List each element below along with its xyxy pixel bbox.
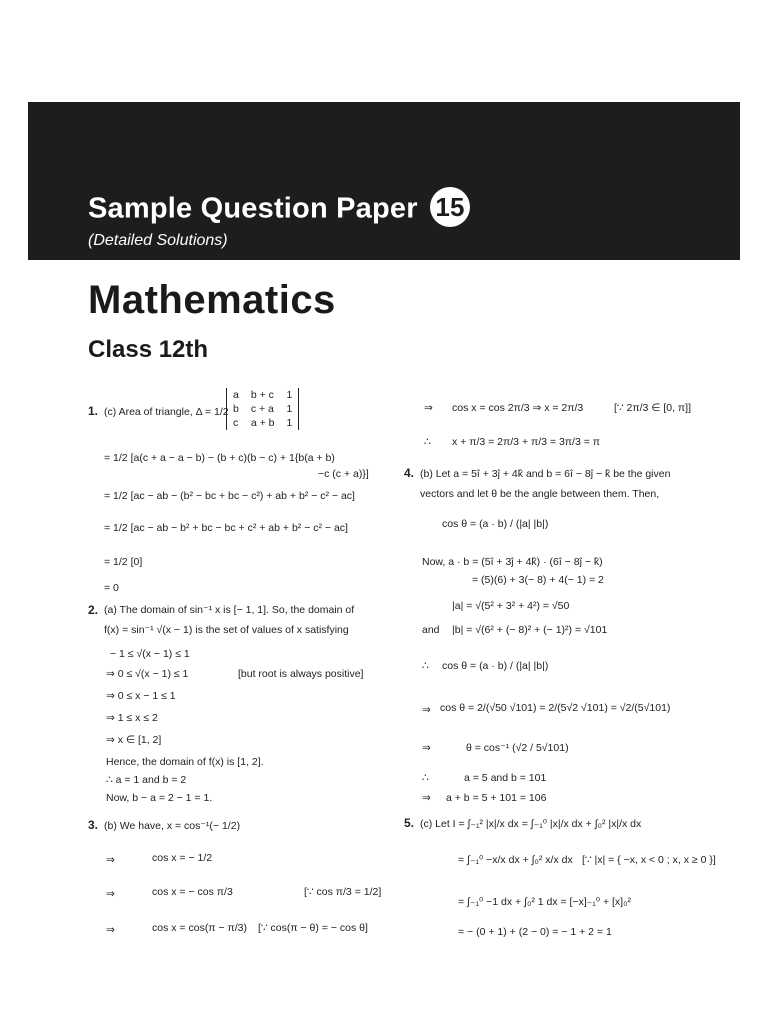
- solution-line-r9b: cos θ = (a · b) / (|a| |b|): [442, 660, 549, 672]
- solution-line-r3: vectors and let θ be the angle between them. Then,: [420, 488, 660, 500]
- solution-line-r4: cos θ = (a · b) / (|a| |b|): [442, 518, 549, 530]
- solution-line-r11: ⇒: [422, 742, 431, 754]
- matrix-cell: a: [233, 389, 239, 401]
- solution-line-l10: ⇒ 0 ≤ x − 1 ≤ 1: [106, 690, 176, 702]
- paper-number-badge: 15: [430, 187, 470, 227]
- solution-line-q1a: 1.: [88, 404, 99, 418]
- solution-line-l17b: cos x = − cos π/3: [152, 886, 233, 898]
- class-title: Class 12th: [88, 336, 209, 363]
- solution-line-l17c: [∵ cos π/3 = 1/2]: [304, 886, 382, 898]
- solution-line-r8: and: [422, 624, 440, 636]
- solution-line-r12b: a = 5 and b = 101: [464, 772, 547, 784]
- solution-line-q3b: (b) We have, x = cos⁻¹(− 1/2): [104, 820, 241, 832]
- solution-line-r10b: cos θ = 2/(√50 √101) = 2/(5√2 √101) = √2/(5√101): [440, 702, 671, 714]
- matrix-row: [227, 388, 299, 402]
- matrix-cell: b: [233, 403, 239, 415]
- solution-line-r14b: [∵ |x| = { −x, x < 0 ; x, x ≥ 0 }]: [582, 854, 716, 866]
- matrix-row: [227, 416, 299, 430]
- solution-line-r1c: [∵ 2π/3 ∈ [0, π]]: [614, 402, 692, 414]
- solution-line-q5a: 5.: [404, 816, 415, 830]
- subject-title: Mathematics: [88, 278, 336, 322]
- matrix-cell: b + c: [250, 389, 274, 401]
- solution-line-l16b: cos x = − 1/2: [152, 852, 213, 864]
- solution-line-r13: ⇒: [422, 792, 431, 804]
- solution-line-l11: ⇒ 1 ≤ x ≤ 2: [106, 712, 158, 724]
- matrix-cell: c: [233, 417, 239, 429]
- solution-line-q2a: 2.: [88, 603, 99, 617]
- solution-line-r10: ⇒: [422, 704, 431, 716]
- solution-line-r9: ∴: [422, 660, 429, 672]
- paper-subtitle: (Detailed Solutions): [88, 232, 228, 249]
- solution-line-r16: = − (0 + 1) + (2 − 0) = − 1 + 2 = 1: [458, 926, 612, 938]
- solution-line-l17: ⇒: [106, 888, 115, 900]
- solution-line-q5b: (c) Let I = ∫₋₁² |x|/x dx = ∫₋₁⁰ |x|/x dx + ∫₀² |x|/x dx: [420, 818, 642, 830]
- solution-line-r13b: a + b = 5 + 101 = 106: [446, 792, 547, 804]
- matrix-cell: a + b: [250, 417, 275, 429]
- solution-line-r12: ∴: [422, 772, 429, 784]
- solution-line-r2: ∴: [424, 436, 431, 448]
- solution-line-l7: f(x) = sin⁻¹ √(x − 1) is the set of values of x satisfying: [104, 624, 349, 636]
- solution-line-l15: Now, b − a = 2 − 1 = 1.: [106, 792, 213, 804]
- solution-line-q1b: (c) Area of triangle, Δ = 1/2: [104, 406, 229, 418]
- solution-line-l8: − 1 ≤ √(x − 1) ≤ 1: [110, 648, 190, 660]
- solution-line-l16: ⇒: [106, 854, 115, 866]
- solution-line-l2: −c (c + a)}]: [318, 468, 369, 480]
- solution-line-l5: = 1/2 [0]: [104, 556, 143, 568]
- determinant-matrix: [226, 388, 299, 430]
- solution-line-r5: Now, a · b = (5î + 3ĵ + 4k̂) · (6î − 8ĵ − k̂): [422, 556, 603, 568]
- paper-title: [88, 190, 470, 230]
- solution-line-l18c: [∵ cos(π − θ) = − cos θ]: [258, 922, 368, 934]
- paper-title-text: Sample Question Paper: [88, 192, 418, 225]
- solution-line-l18: ⇒: [106, 924, 115, 936]
- solution-line-r7: |a| = √(5² + 3² + 4²) = √50: [452, 600, 570, 612]
- solution-line-r15: = ∫₋₁⁰ −1 dx + ∫₀² 1 dx = [−x]₋₁⁰ + [x]₀²: [458, 896, 631, 908]
- matrix-cell: 1: [286, 417, 293, 429]
- solution-line-l3: = 1/2 [ac − ab − (b² − bc + bc − c²) + ab + b² − c² − ac]: [104, 490, 355, 502]
- solution-line-r1b: cos x = cos 2π/3 ⇒ x = 2π/3: [452, 402, 584, 414]
- solution-line-q4a: 4.: [404, 466, 415, 480]
- solution-line-q3a: 3.: [88, 818, 99, 832]
- solution-line-l12: ⇒ x ∈ [1, 2]: [106, 734, 162, 746]
- solution-line-l9b: [but root is always positive]: [238, 668, 364, 680]
- solution-line-r6: = (5)(6) + 3(− 8) + 4(− 1) = 2: [472, 574, 604, 586]
- matrix-row: [227, 402, 299, 416]
- solution-line-r8b: |b| = √(6² + (− 8)² + (− 1)²) = √101: [452, 624, 608, 636]
- solution-line-q4b: (b) Let a = 5î + 3ĵ + 4k̂ and b = 6î − 8ĵ − k̂ be the given: [420, 468, 671, 480]
- header-banner: [28, 102, 740, 260]
- solution-line-l13: Hence, the domain of f(x) is [1, 2].: [106, 756, 264, 768]
- matrix-cell: 1: [286, 389, 293, 401]
- solution-line-l9: ⇒ 0 ≤ √(x − 1) ≤ 1: [106, 668, 189, 680]
- solution-line-r1: ⇒: [424, 402, 433, 414]
- solution-line-l6: = 0: [104, 582, 119, 594]
- solution-line-q2b: (a) The domain of sin⁻¹ x is [− 1, 1]. So, the domain of: [104, 604, 355, 616]
- solution-line-l18b: cos x = cos(π − π/3): [152, 922, 248, 934]
- solution-line-l14: ∴ a = 1 and b = 2: [106, 774, 187, 786]
- solution-line-l4: = 1/2 [ac − ab − b² + bc − bc + c² + ab + b² − c² − ac]: [104, 522, 348, 534]
- matrix-cell: c + a: [250, 403, 274, 415]
- solution-line-r14: = ∫₋₁⁰ −x/x dx + ∫₀² x/x dx: [458, 854, 573, 866]
- solution-line-l1: = 1/2 [a(c + a − a − b) − (b + c)(b − c) + 1{b(a + b): [104, 452, 335, 464]
- matrix-cell: 1: [286, 403, 293, 415]
- solution-line-r11b: θ = cos⁻¹ (√2 / 5√101): [466, 742, 569, 754]
- solution-line-r2b: x + π/3 = 2π/3 + π/3 = 3π/3 = π: [452, 436, 601, 448]
